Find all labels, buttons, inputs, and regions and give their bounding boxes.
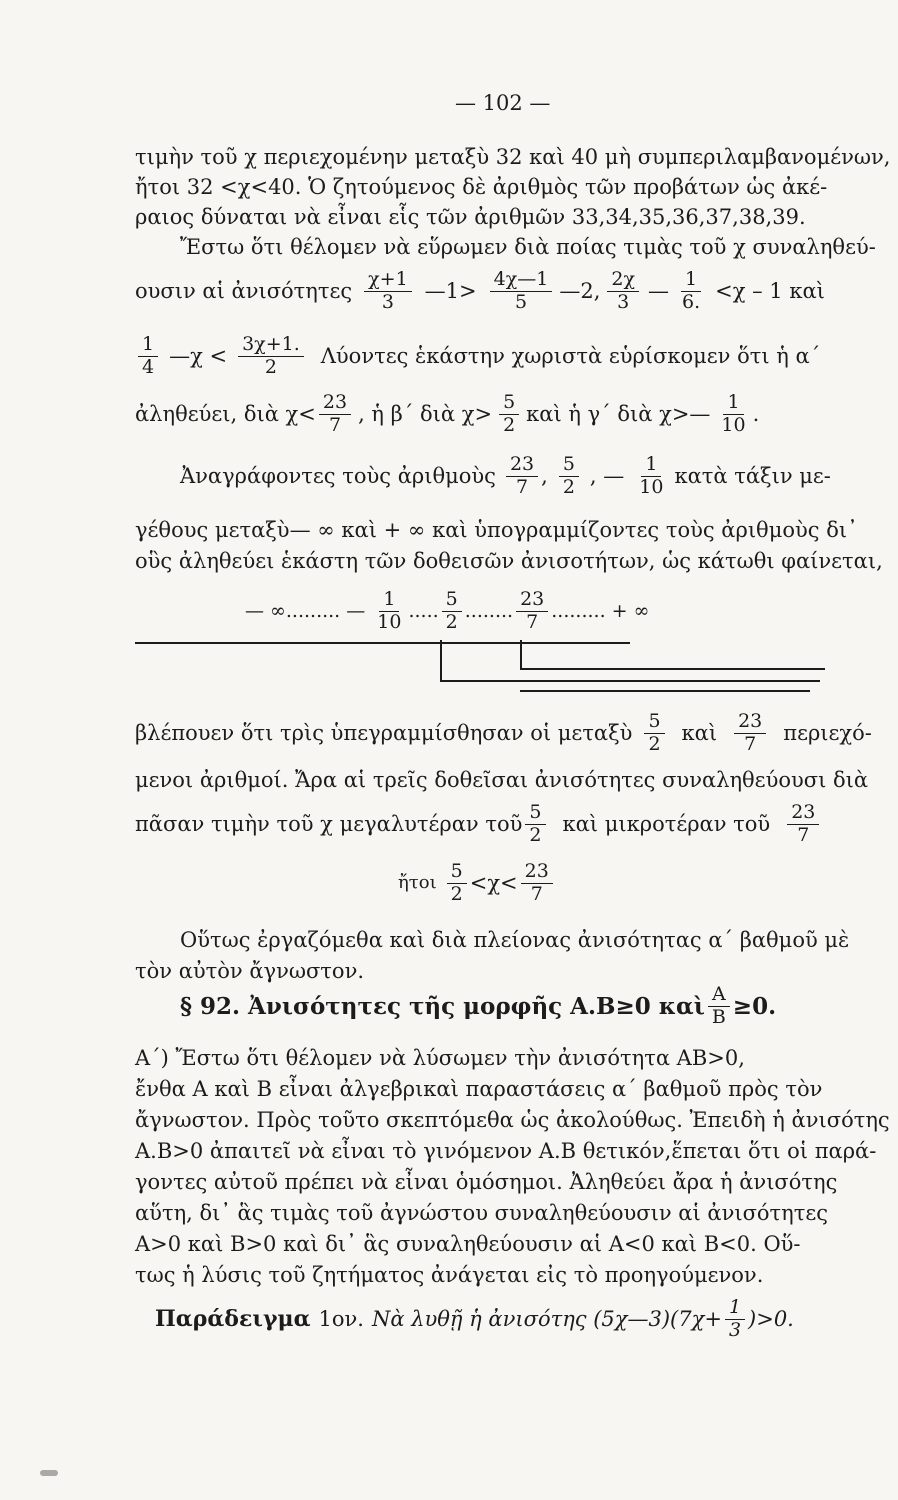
denominator: 3 — [728, 1318, 742, 1341]
fraction — [607, 270, 639, 313]
numerator: 5 — [442, 590, 462, 612]
denominator: 7 — [328, 413, 342, 436]
line-text: βλέπουεν ὅτι τρὶς ὑπεγραμμίσθησαν οἱ μεταξὺ — [135, 720, 633, 745]
line-text: πᾶσαν τιμὴν τοῦ χ μεγαλυτέραν τοῦ — [135, 811, 523, 836]
comma: , — [541, 463, 548, 488]
text-line-12: μενοι ἀριθμοί. Ἄρα αἱ τρεῖς δοθεῖσαι ἀνισότητες συναληθεύουσι διὰ — [135, 768, 869, 792]
para-line-6: αὕτη, δι᾽ ἃς τιμὰς τοῦ ἀγνώστου συναληθεύουσιν αἱ ἀνισότητες — [135, 1201, 828, 1225]
numerator: 23 — [521, 862, 553, 884]
denominator: 3 — [617, 290, 630, 313]
fraction — [447, 862, 467, 905]
line-text: ἀληθεύει, διὰ χ< — [135, 401, 316, 426]
fraction — [644, 712, 664, 755]
numerator: 23 — [734, 712, 766, 734]
fraction — [516, 590, 548, 633]
fraction — [373, 590, 405, 633]
heading-text: ≥0. — [732, 992, 777, 1020]
line-text: Ἀναγράφοντες τοὺς ἀριθμοὺς — [180, 463, 496, 488]
operator: —χ < — [169, 343, 228, 368]
tick-minus-one-tenth — [440, 640, 442, 682]
text-line-1 — [135, 145, 891, 169]
page-number: — 102 — — [455, 91, 551, 115]
numerator: Α — [708, 985, 730, 1007]
denominator: 7 — [744, 732, 757, 755]
example-line — [155, 1298, 794, 1341]
example-number: 1ον. — [318, 1306, 364, 1331]
numerator: 1 — [681, 270, 701, 292]
text-line-3: ραιος δύναται νὰ εἶναι εἷς τῶν ἀριθμῶν 33,34,35,36,37,38,39. — [135, 205, 806, 229]
underline-first — [135, 642, 630, 644]
para-line-5: γοντες αὐτοῦ πρέπει νὰ εἶναι ὁμόσημοι. Ἀληθεύει ἄρα ἡ ἀνισότης — [135, 1170, 838, 1194]
denominator: 2 — [450, 882, 463, 905]
line-text: καὶ ἡ γ΄ διὰ χ>— — [526, 401, 711, 426]
line-text: κατὰ τάξιν με- — [674, 463, 831, 488]
period: . — [752, 401, 760, 426]
numerator: χ+1 — [364, 270, 412, 292]
denominator: 10 — [377, 610, 402, 633]
numerator: 23 — [516, 590, 548, 612]
underline-second — [440, 680, 820, 682]
numerator: 23 — [787, 803, 819, 825]
denominator: 7 — [797, 823, 810, 846]
denominator: 5 — [514, 290, 528, 313]
conclusion-line — [135, 712, 872, 755]
text-line-4: Ἔστω ὅτι θέλομεν νὰ εὕρωμεν διὰ ποίας τιμὰς τοῦ χ συναληθεύ- — [180, 235, 876, 259]
fraction — [525, 803, 545, 846]
numerator: 1 — [641, 455, 661, 477]
underline-fourth — [520, 690, 810, 692]
denominator: 4 — [142, 355, 155, 378]
para-line-7: Α>0 καὶ Β>0 καὶ δι᾽ ἃς συναληθεύουσιν αἱ Α<0 καὶ Β<0. Οὕ- — [135, 1232, 801, 1256]
neg-infinity-label: — ∞......... — — [245, 599, 366, 622]
fraction — [364, 270, 412, 313]
numerator: 2χ — [607, 270, 639, 292]
para-line-2: ἔνθα Α καὶ Β εἶναι ἀλγεβρικαὶ παραστάσεις α΄ βαθμοῦ πρὸς τὸν — [135, 1077, 823, 1101]
denominator: 2 — [648, 732, 661, 755]
fraction — [499, 393, 519, 436]
numerator: 5 — [525, 803, 545, 825]
denominator: 3 — [381, 290, 394, 313]
line-text: τιμὴν τοῦ χ περιεχομένην μεταξὺ 32 καὶ 40 μὴ συμπεριλαμβανομένων, — [135, 145, 891, 169]
numerator: 23 — [506, 455, 538, 477]
denominator: 2 — [562, 475, 575, 498]
range-line — [135, 803, 822, 846]
para-line-3: ἄγνωστον. Πρὸς τοῦτο σκεπτόμεθα ὡς ἀκολούθως. Ἐπειδὴ ἡ ἀνισότης — [135, 1108, 890, 1132]
dots: ........ — [464, 599, 514, 622]
fraction — [138, 335, 158, 378]
fraction — [521, 862, 553, 905]
fraction — [734, 712, 766, 755]
operator: —2, — [559, 278, 601, 303]
inequality-line-2 — [135, 335, 820, 378]
para-line-4: Α.Β>0 ἀπαιτεῖ νὰ εἶναι τὸ γινόμενον Α.Β θετικόν,ἕπεται ὅτι οἱ παρά- — [135, 1139, 877, 1163]
numerator: 1 — [379, 590, 399, 612]
fraction — [559, 455, 579, 498]
fraction — [506, 455, 538, 498]
line-text: καὶ — [681, 720, 718, 745]
fraction — [725, 1298, 745, 1341]
numerator: 5 — [559, 455, 579, 477]
heading-text: § 92. Ἀνισότητες τῆς μορφῆς Α.Β≥0 καὶ — [180, 992, 705, 1020]
example-text: Νὰ λυθῇ ἡ ἀνισότης (5χ—3)(7χ+ — [371, 1306, 722, 1331]
numerator: 1 — [723, 393, 743, 415]
line-text: καὶ μικροτέραν τοῦ — [562, 811, 771, 836]
number-line-labels — [245, 590, 649, 633]
denominator: 2 — [445, 610, 458, 633]
para-line-1: Α΄) Ἔστω ὅτι θέλομεν νὰ λύσωμεν τὴν ἀνισότητα ΑΒ>0, — [135, 1046, 745, 1070]
text-line-2: ἤτοι 32 <χ<40. Ὁ ζητούμενος δὲ ἀριθμὸς τῶν προβάτων ὡς ἀκέ- — [135, 175, 828, 199]
numerator: 5 — [499, 393, 519, 415]
inequalities-line — [135, 270, 825, 313]
example-text: )>0. — [748, 1306, 794, 1331]
pos-infinity-label: ......... + ∞ — [551, 599, 650, 622]
numerator: 3χ+1. — [238, 335, 304, 357]
tick-five-halves — [520, 640, 522, 670]
fraction — [442, 590, 462, 633]
section-heading — [180, 985, 776, 1028]
line-text: Λύοντες ἑκάστην χωριστὰ εὑρίσκομεν ὅτι ἡ α΄ — [320, 343, 821, 368]
numerator: 1 — [725, 1298, 745, 1320]
line-text: ἤτοι — [398, 872, 437, 894]
operator: <χ< — [469, 870, 518, 895]
denominator: 7 — [526, 610, 539, 633]
numerator: 4χ—1 — [490, 270, 553, 292]
operator: <χ – 1 καὶ — [715, 278, 825, 303]
denominator: 7 — [530, 882, 543, 905]
numerator: 5 — [644, 712, 664, 734]
line-text: , ἡ β΄ διὰ χ> — [358, 401, 493, 426]
denominator: 2 — [503, 413, 516, 436]
operator: —1> — [424, 278, 477, 303]
page-smudge — [40, 1470, 58, 1476]
fraction — [787, 803, 819, 846]
denominator: Β — [711, 1005, 726, 1028]
denominator: 2 — [529, 823, 542, 846]
ordering-line — [180, 455, 831, 498]
denominator: 6. — [682, 290, 701, 313]
denominator: 10 — [639, 475, 664, 498]
operator: , — — [589, 463, 625, 488]
line-text: περιεχό- — [783, 720, 872, 745]
text-line-15: Οὕτως ἐργαζόμεθα καὶ διὰ πλείονας ἀνισότητας α΄ βαθμοῦ μὲ — [180, 928, 850, 952]
text-line-9: γέθους μεταξὺ— ∞ καὶ + ∞ καὶ ὑπογραμμίζοντες τοὺς ἀριθμοὺς δι᾽ — [135, 518, 858, 542]
para-line-8: τως ἡ λύσις τοῦ ζητήματος ἀνάγεται εἰς τὸ προηγούμενον. — [135, 1263, 764, 1287]
denominator: 10 — [721, 413, 746, 436]
operator: — — [648, 278, 669, 303]
example-label: Παράδειγμα — [155, 1306, 311, 1333]
fraction — [708, 985, 730, 1028]
fraction — [319, 393, 351, 436]
solutions-line — [135, 393, 759, 436]
fraction — [490, 270, 553, 313]
numerator: 23 — [319, 393, 351, 415]
text-line-16: τὸν αὐτὸν ἄγνωστον. — [135, 959, 365, 983]
text-line-10: οὓς ἀληθεύει ἑκάστη τῶν δοθεισῶν ἀνισοτήτων, ὡς κάτωθι φαίνεται, — [135, 549, 883, 573]
numerator: 1 — [138, 335, 158, 357]
dots: ..... — [408, 599, 439, 622]
fraction — [717, 393, 749, 436]
line-text: ουσιν αἱ ἀνισότητες — [135, 278, 353, 303]
numerator: 5 — [447, 862, 467, 884]
result-line — [398, 862, 556, 905]
fraction — [238, 335, 304, 378]
denominator: 7 — [515, 475, 529, 498]
fraction — [678, 270, 704, 313]
denominator: 2 — [264, 355, 277, 378]
fraction — [635, 455, 667, 498]
underline-third — [520, 668, 825, 670]
